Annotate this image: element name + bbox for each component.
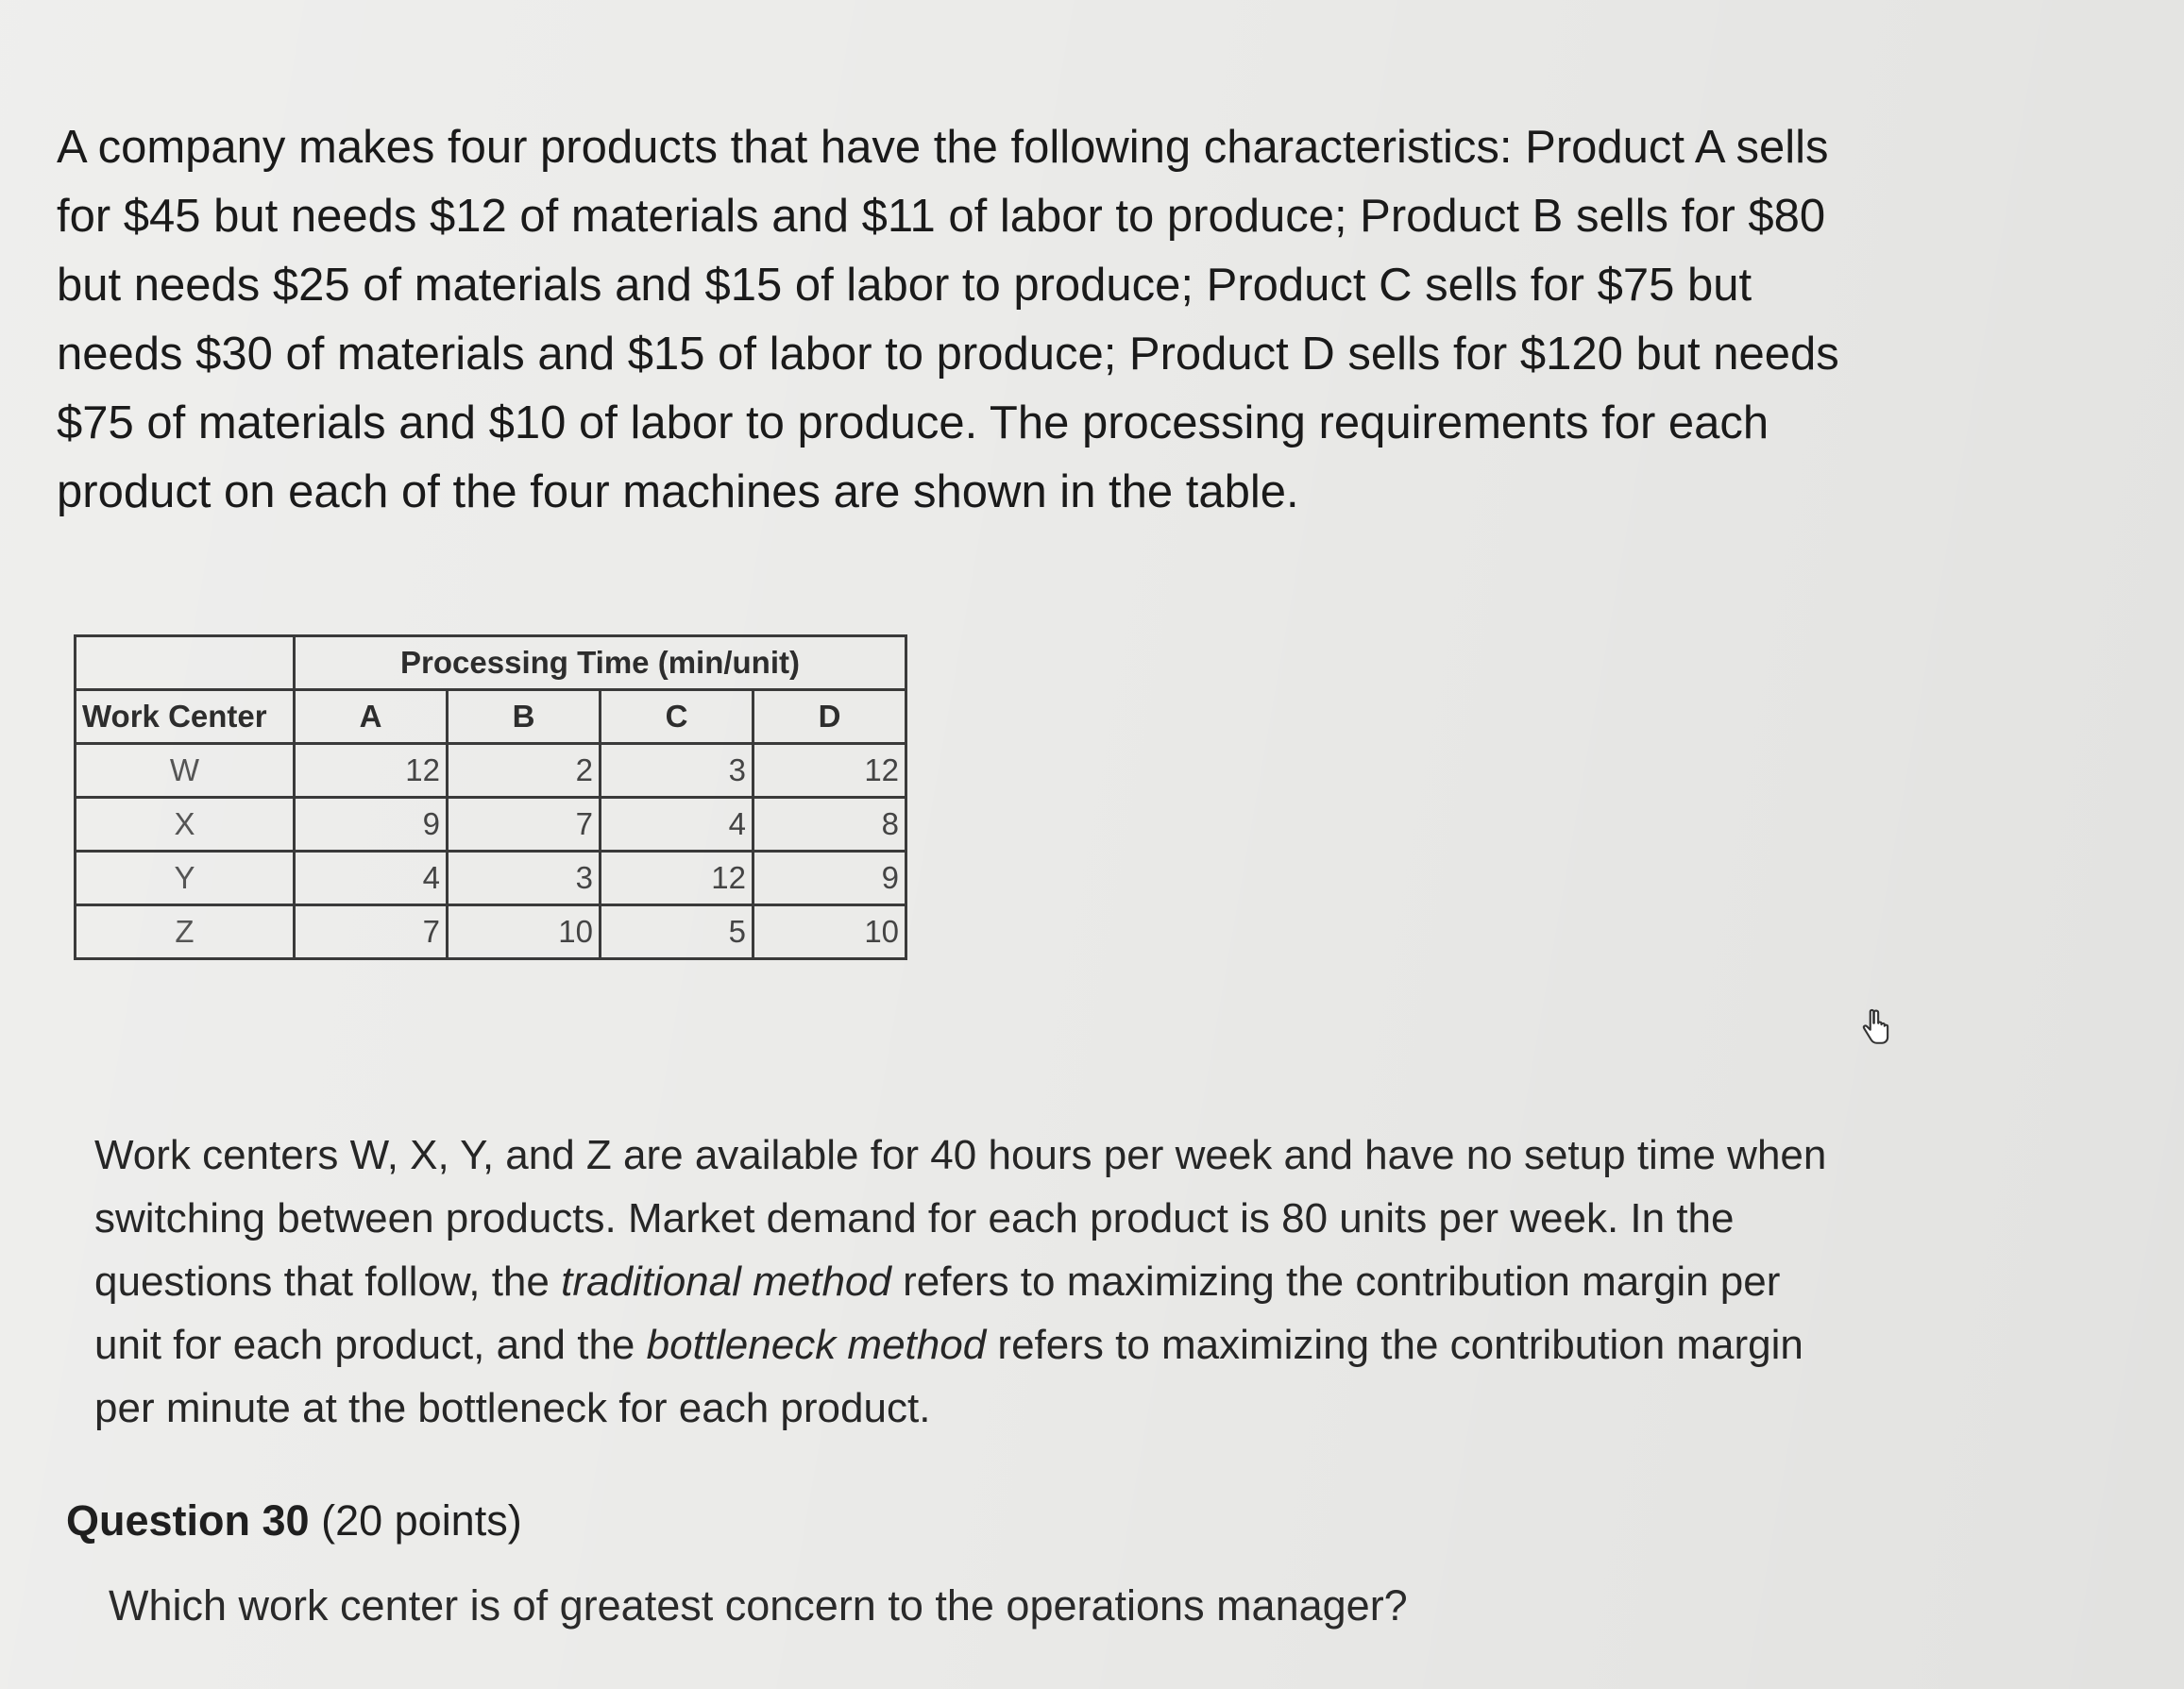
hand-pointer-icon [1855, 1008, 1895, 1048]
time-cell: 12 [295, 744, 448, 798]
note-text-part: refers to maximizing the contribution margin per unit for each product, and the [94, 1258, 1781, 1368]
time-cell: 3 [448, 852, 601, 905]
work-center-cell: Z [76, 905, 295, 959]
work-center-cell: X [76, 798, 295, 852]
time-cell: 4 [601, 798, 753, 852]
processing-table [74, 634, 907, 960]
question-points: (20 points) [321, 1496, 522, 1545]
table-title-row [76, 636, 906, 690]
time-cell: 8 [753, 798, 906, 852]
product-header-b: B [448, 690, 601, 744]
time-cell: 12 [601, 852, 753, 905]
note-paragraph [94, 1123, 1832, 1440]
work-center-header: Work Center [76, 690, 295, 744]
product-header-c: C [601, 690, 753, 744]
intro-paragraph: A company makes four products that have the following characteristics: Product A sells for $45 but needs $12 of materials and $11 of labor to produce; Product B sells for $80 but needs $25 of materials and $15 of labor to produce; Product C sells for $75 but needs $30 of materials and $15 of labor to produce; Product D sells for $120 but needs $75 of materials and $10 of labor to produce. The processing requirements for each product on each of the four machines are shown in the table. [57, 122, 1839, 517]
table-header-row [76, 690, 906, 744]
time-cell: 10 [753, 905, 906, 959]
work-center-cell: W [76, 744, 295, 798]
time-cell: 9 [753, 852, 906, 905]
product-header-d: D [753, 690, 906, 744]
note-text-part: refers to maximizing the contribution margin per minute at the bottleneck for each product. [94, 1322, 1803, 1431]
time-cell: 9 [295, 798, 448, 852]
table-row [76, 744, 906, 798]
time-cell: 4 [295, 852, 448, 905]
question-heading [66, 1496, 522, 1545]
question-label: Question 30 [66, 1496, 310, 1545]
note-text-part: Work centers W, X, Y, and Z are available for 40 hours per week and have no setup time when switching between products. Market demand for each product is 80 units per week. In the questions that follow, the [94, 1132, 1827, 1305]
work-center-cell: Y [76, 852, 295, 905]
time-cell: 7 [295, 905, 448, 959]
time-cell: 12 [753, 744, 906, 798]
table-title: Processing Time (min/unit) [295, 636, 906, 690]
time-cell: 3 [601, 744, 753, 798]
traditional-method-term: traditional method [561, 1258, 891, 1305]
processing-time-table [74, 634, 905, 960]
question-text: Which work center is of greatest concern to the operations manager? [109, 1581, 1408, 1630]
bottleneck-method-term: bottleneck method [646, 1322, 987, 1368]
table-corner-cell [76, 636, 295, 690]
time-cell: 2 [448, 744, 601, 798]
table-row [76, 905, 906, 959]
table-row [76, 798, 906, 852]
product-header-a: A [295, 690, 448, 744]
table-row [76, 852, 906, 905]
time-cell: 5 [601, 905, 753, 959]
time-cell: 7 [448, 798, 601, 852]
time-cell: 10 [448, 905, 601, 959]
